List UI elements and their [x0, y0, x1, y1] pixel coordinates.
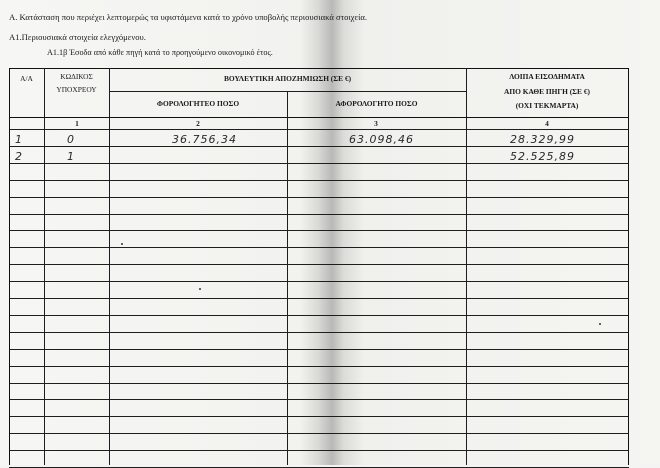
table-row-line — [9, 264, 629, 265]
table-caption: Α1.1β Έσοδα από κάθε πηγή κατά το προηγούμενο οικονομικό έτος. — [47, 48, 273, 57]
header-other-line3: (ΟΧΙ ΤΕΚΜΑΡΤΑ) — [515, 101, 579, 110]
column-number-3: 3 — [374, 119, 378, 128]
header-nontaxable: ΑΦΟΡΟΛΟΓΗΤΟ ΠΟΣΟ — [335, 99, 418, 108]
row2-aa: 2 — [15, 150, 23, 163]
table-row-line — [9, 349, 629, 350]
table-row-line — [9, 366, 629, 367]
col-divider-aa — [44, 68, 45, 465]
row1-other: 28.329,99 — [510, 133, 575, 146]
table-row-line — [9, 433, 629, 434]
header-taxable: ΦΟΡΟΛΟΓΗΤΕΟ ΠΟΣΟ — [156, 99, 240, 108]
table-border-top — [9, 68, 629, 69]
column-number-4: 4 — [545, 119, 549, 128]
table-row-line — [9, 450, 629, 451]
column-number-rule — [9, 129, 629, 130]
header-code-line1: ΚΩΔΙΚΟΣ — [60, 72, 93, 81]
table-border-right — [628, 68, 629, 465]
header-code-line2: ΥΠΟΧΡΕΟΥ — [56, 85, 97, 94]
col-divider-nontaxable — [466, 68, 467, 465]
scan-speck — [199, 288, 201, 290]
header-bottom-rule — [9, 117, 629, 118]
column-number-2: 2 — [196, 119, 200, 128]
row2-code: 1 — [67, 150, 75, 163]
scan-speck — [121, 243, 123, 245]
table-row-line — [9, 214, 629, 215]
table-row-line — [9, 180, 629, 181]
header-aa: Α/Α — [20, 74, 33, 83]
scan-speck — [599, 323, 601, 325]
header-allowance: ΒΟΥΛΕΥΤΙΚΗ ΑΠΟΖΗΜΙΩΣΗ (ΣΕ €) — [223, 74, 352, 83]
col-divider-code — [109, 68, 110, 465]
table-row-line — [9, 298, 629, 299]
table-row-line — [9, 416, 629, 417]
table-row-line — [9, 197, 629, 198]
row1-nontaxable: 63.098,46 — [349, 133, 414, 146]
table-border-left — [9, 68, 10, 465]
table-row-line — [9, 399, 629, 400]
col-divider-taxable — [287, 91, 288, 465]
header-other-line1: ΛΟΙΠΑ ΕΙΣΟΔΗΜΑΤΑ — [509, 72, 585, 81]
column-number-1: 1 — [75, 119, 79, 128]
row2-other: 52.525,89 — [510, 150, 575, 163]
table-row-line — [9, 247, 629, 248]
table-row-line — [9, 281, 629, 282]
row1-aa: 1 — [15, 133, 23, 146]
table-row-line — [9, 163, 629, 164]
table-row-line — [9, 146, 629, 147]
table-row-line — [9, 383, 629, 384]
section-title: Α. Κατάσταση που περιέχει λεπτομερώς τα υφιστάμενα κατά το χρόνο υποβολής περιουσιακά στοιχεία. — [9, 12, 368, 22]
table-row-line — [9, 332, 629, 333]
subsection-title: Α1.Περιουσιακά στοιχεία ελεγχόμενου. — [9, 32, 146, 42]
row1-code: 0 — [67, 133, 75, 146]
header-other-line2: ΑΠΟ ΚΑΘΕ ΠΗΓΗ (ΣΕ €) — [504, 87, 590, 96]
table-row-line — [9, 315, 629, 316]
table-row-line — [9, 230, 629, 231]
row1-taxable: 36.756,34 — [172, 133, 237, 146]
